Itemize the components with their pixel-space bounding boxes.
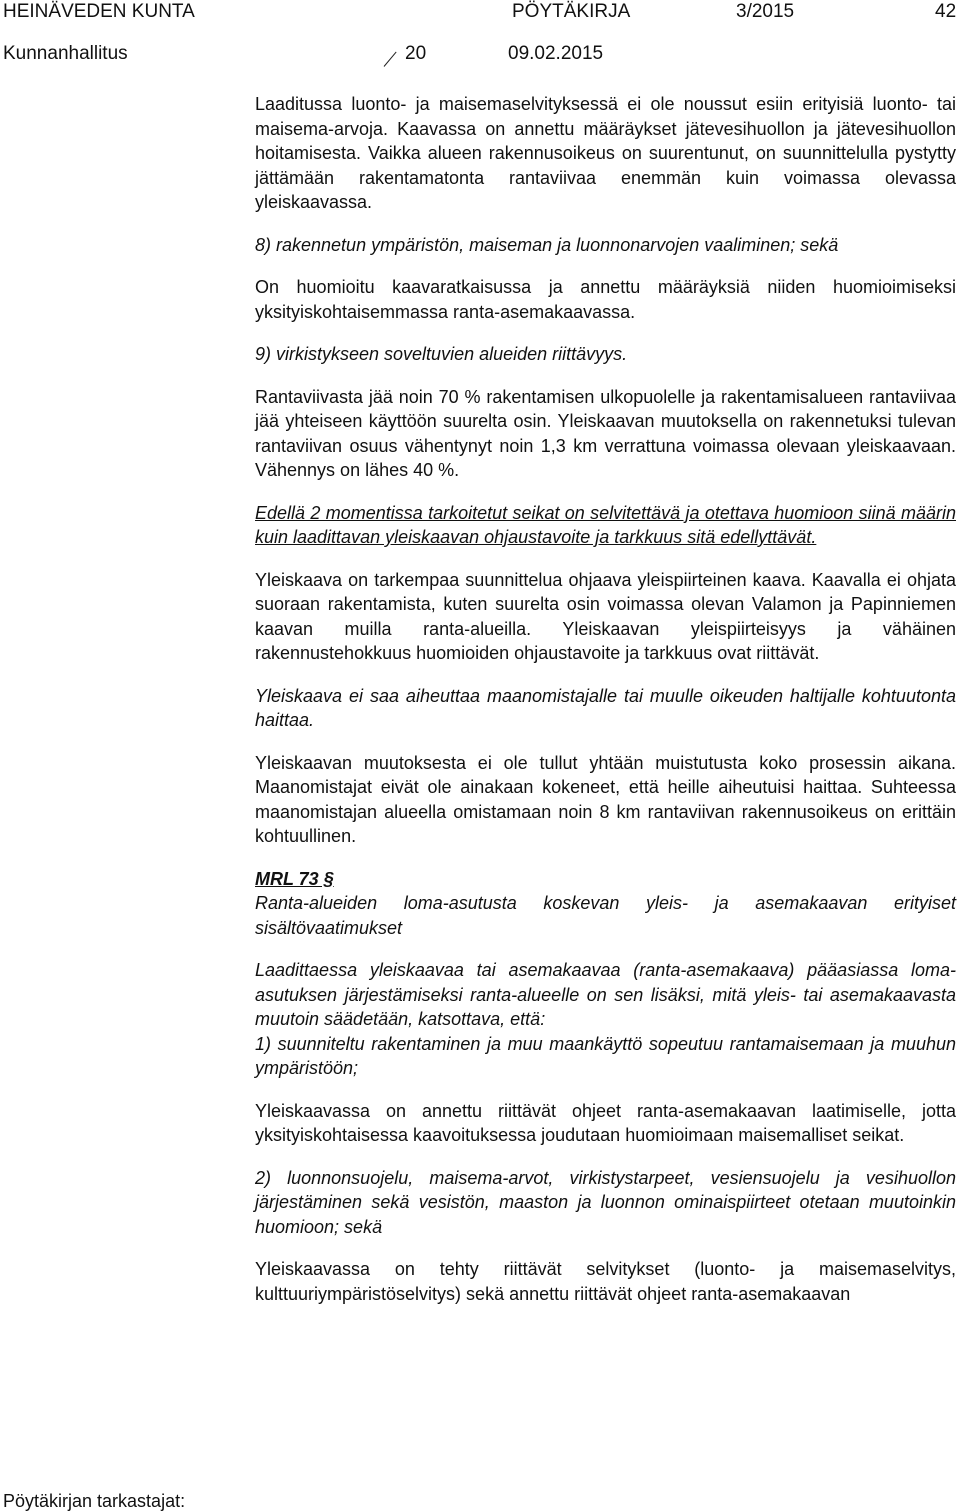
paragraph-mrl-73-intro: Laadittaessa yleiskaavaa tai asemakaavaa (ranta-asemakaava) pääasiassa loma-asutuksen järjestämiseksi ranta-alueelle on sen lisäksi, mitä yleis- tai asemakaavasta muutoin säädetään, katsottava, että: — [255, 960, 956, 1029]
paragraph-criterion-9: 9) virkistykseen soveltuvien alueiden riittävyys. — [255, 344, 628, 364]
header-document-type: PÖYTÄKIRJA — [512, 1, 631, 22]
paragraph-no-harm: Yleiskaava ei saa aiheuttaa maanomistajalle tai muulle oikeuden haltijalle kohtuutonta haittaa. — [255, 685, 956, 730]
paragraph-mrl-73-item-1: 1) suunniteltu rakentaminen ja muu maankäyttö sopeutuu rantamaisemaan ja muuhun ympäristöön; — [255, 1033, 956, 1078]
paragraph-mrl-73-item-2: 2) luonnonsuojelu, maisema-arvot, virkistystarpeet, vesiensuojelu ja vesihuollon järjestäminen sekä vesistön, maaston ja luonnon ominaispiirteet otetaan muutoinkin huomioon; sekä — [255, 1167, 956, 1237]
header-document-number: 3/2015 — [736, 1, 795, 22]
paragraph-no-objections: Yleiskaavan muutoksesta ei ole tullut yhtään muistutusta koko prosessin aikana. Maanomistajat eivät ole ainakaan kokeneet, että heille aiheutuisi haittaa. Suhteessa maanomistajan alueella omistamaan noin 8 km rantaviivan rakennusoikeus on erittäin kohtuullinen. — [255, 752, 956, 846]
footer-inspectors-label: Pöytäkirjan tarkastajat: — [3, 1491, 186, 1511]
paragraph-item-2-response: Yleiskaavassa on tehty riittävät selvitykset (luonto- ja maisemaselvitys, kulttuuriympäristöselvitys) sekä annettu riittävät ohjeet ranta-asemakaavan — [255, 1259, 956, 1304]
paragraph-shoreline-share: Rantaviivasta jää noin 70 % rakentamisen ulkopuolelle ja rakentamisalueen rantaviivaa jää yhteiseen käyttöön suurelta osin. Yleiskaavan muutoksella on rakennetuksi tulevan rantaviivan osuus vähentynyt noin 1,3 km verrattuna voimassa olevaan yleiskaavaan. Vähennys on lähes 40 %. — [255, 386, 956, 480]
header-page-number: 42 — [935, 1, 957, 22]
paragraph-criterion-8: 8) rakennetun ympäristön, maiseman ja luonnonarvojen vaaliminen; sekä — [255, 234, 839, 255]
header-date: 09.02.2015 — [508, 43, 604, 64]
heading-mrl-73: MRL 73 § — [255, 868, 334, 889]
section-sign-stroke — [384, 52, 397, 67]
paragraph-moment-2: Edellä 2 momentissa tarkoitetut seikat on selvitettävä ja otettava huomioon siinä määrin kuin laadittavan yleiskaavan ohjaustavoite ja tarkkuus sitä edellyttävät. — [255, 502, 956, 547]
paragraph-landscape-survey: Laaditussa luonto- ja maisemaselvityksessä ei ole noussut esiin erityisiä luonto- tai maisema-arvoja. Kaavassa on annettu määräykset jätevesihuollon ja jätevesihuollon hoitamisesta. Vaikka alueen rakennusoikeus on suurentunut, on suunnittelulla pystytty jättämään rakentamatonta rantaviivaa enemmän kuin voimassa olevassa yleiskaavassa. — [255, 94, 956, 212]
minutes-body — [255, 92, 956, 1306]
header-organization: HEINÄVEDEN KUNTA — [3, 1, 195, 22]
heading-mrl-73-title: Ranta-alueiden loma-asutusta koskevan yleis- ja asemakaavan erityiset sisältövaatimukset — [255, 893, 956, 938]
header-body-name: Kunnanhallitus — [3, 43, 128, 64]
paragraph-general-plan: Yleiskaava on tarkempaa suunnittelua ohjaava yleispiirteinen kaava. Kaavalla ei ohjata suoraan rakentamista, kuten suurelta osin voimassa olevan Valamon ja Papinniemen kaavan muilla ranta-alueilla. Yleiskaavan yleispiirteisyys ja vähäinen rakennustehokkuus huomioiden ohjaustavoite ja tarkkuus ovat riittävät. — [255, 569, 956, 663]
paragraph-criterion-8-response: On huomioitu kaavaratkaisussa ja annettu määräyksiä niiden huomioimiseksi yksityiskohtaisemmassa ranta-asemakaavassa. — [255, 277, 956, 322]
paragraph-item-1-response: Yleiskaavassa on annettu riittävät ohjeet ranta-asemakaavan laatimiselle, jotta yksityiskohtaisessa kaavoituksessa joudutaan huomioimaan maisemalliset seikat. — [255, 1100, 956, 1145]
header-section-number: 20 — [405, 43, 427, 64]
